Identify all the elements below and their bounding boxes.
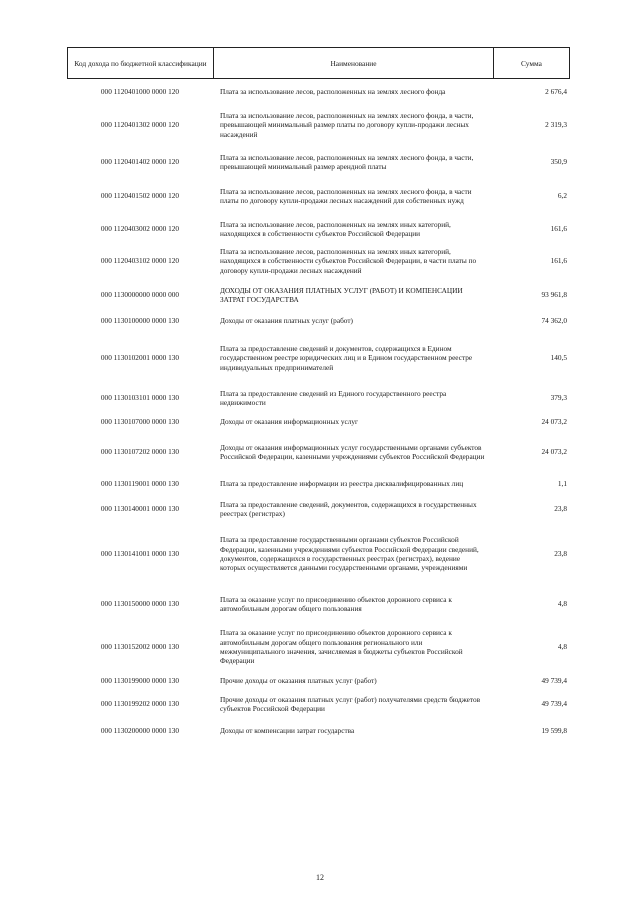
row-sum: 19 599,8 xyxy=(541,726,567,736)
table-row xyxy=(67,690,569,718)
row-code: 000 1130100000 0000 130 xyxy=(100,316,180,326)
row-sum: 23,8 xyxy=(554,549,567,559)
row-sum: 24 073,2 xyxy=(541,417,567,427)
table-row xyxy=(67,622,569,672)
table-row xyxy=(67,82,569,102)
table-row xyxy=(67,242,569,280)
row-sum: 1,1 xyxy=(557,479,567,489)
row-name: Плата за использование лесов, расположенных на землях иных категорий, находящихся в собственности субъектов Российской Федерации, в части платы по договору купли-продажи лесных насаждений xyxy=(220,246,477,275)
row-code: 000 1120401502 0000 120 xyxy=(100,191,180,201)
header-code: Код дохода по бюджетной классификации xyxy=(68,48,214,79)
table-row xyxy=(67,672,569,690)
row-name: Плата за использование лесов, расположенных на землях иных категорий, находящихся в собственности субъектов Российской Федерации xyxy=(220,219,451,238)
table-row xyxy=(67,586,569,622)
row-sum: 6,2 xyxy=(557,191,567,201)
row-code: 000 1130150000 0000 130 xyxy=(100,599,180,609)
row-code: 000 1130199202 0000 130 xyxy=(100,699,180,709)
table-row xyxy=(67,176,569,216)
row-name: ДОХОДЫ ОТ ОКАЗАНИЯ ПЛАТНЫХ УСЛУГ (РАБОТ) И КОМПЕНСАЦИИ ЗАТРАТ ГОСУДАРСТВА xyxy=(220,285,463,304)
row-code: 000 1130107202 0000 130 xyxy=(100,447,180,457)
row-code: 000 1130199000 0000 130 xyxy=(100,676,180,686)
row-name: Плата за оказание услуг по присоединению объектов дорожного сервиса к автомобильным дорогам общего пользования xyxy=(220,594,452,613)
row-sum: 140,5 xyxy=(550,353,567,363)
row-sum: 74 362,0 xyxy=(541,316,567,326)
row-name: Плата за оказание услуг по присоединению объектов дорожного сервиса к автомобильным дорогам общего пользования регионального или межмуниципального значения, зачисляемая в бюджеты субъектов Российской Федерации xyxy=(220,628,463,666)
row-code: 000 1130107000 0000 130 xyxy=(100,417,180,427)
row-code: 000 1130200000 0000 130 xyxy=(100,726,180,736)
revenue-table xyxy=(67,82,569,744)
row-name: Доходы от оказания платных услуг (работ) xyxy=(220,316,353,326)
row-code: 000 1120403102 0000 120 xyxy=(100,256,180,266)
table-row xyxy=(67,280,569,310)
row-sum: 161,6 xyxy=(550,224,567,234)
row-sum: 23,8 xyxy=(554,504,567,514)
table-row xyxy=(67,216,569,242)
table-row xyxy=(67,102,569,148)
row-code: 000 1130141001 0000 130 xyxy=(100,549,180,559)
row-sum: 350,9 xyxy=(550,157,567,167)
header-name: Наименование xyxy=(214,48,494,79)
table-row xyxy=(67,718,569,744)
row-sum: 2 319,3 xyxy=(545,120,567,130)
row-name: Плата за использование лесов, расположенных на землях лесного фонда, в части платы по договору купли-продажи лесных насаждений для собственных нужд xyxy=(220,186,472,205)
row-name: Прочие доходы от оказания платных услуг (работ) получателями средств бюджетов субъектов Российской Федерации xyxy=(220,694,481,713)
row-code: 000 1130140001 0000 130 xyxy=(100,504,180,514)
row-name: Плата за использование лесов, расположенных на землях лесного фонда, в части, превышающей минимальный размер арендной платы xyxy=(220,152,474,171)
table-row xyxy=(67,332,569,384)
row-sum: 2 676,4 xyxy=(545,87,567,97)
row-sum: 379,3 xyxy=(550,393,567,403)
row-name: Плата за предоставление сведений из Единого государственного реестра недвижимости xyxy=(220,388,447,407)
row-sum: 49 739,4 xyxy=(541,699,567,709)
row-code: 000 1120401302 0000 120 xyxy=(100,120,180,130)
table-row xyxy=(67,432,569,472)
row-code: 000 1130103101 0000 130 xyxy=(100,393,180,403)
table-header xyxy=(67,47,570,79)
row-sum: 4,8 xyxy=(557,599,567,609)
row-code: 000 1130119001 0000 130 xyxy=(101,479,179,489)
table-row xyxy=(67,384,569,412)
row-sum: 4,8 xyxy=(557,642,567,652)
table-row xyxy=(67,310,569,332)
row-name: Доходы от компенсации затрат государства xyxy=(220,726,355,736)
page-number: 12 xyxy=(316,873,324,882)
row-name: Плата за предоставление государственными органами субъектов Российской Федерации, казенными учреждениями субъектов Российской Федерации сведений, документов, содержащихся в государственных реестрах (регистрах), ведение которых осуществляется данными государственными органами, учреждениями xyxy=(220,535,479,573)
row-name: Доходы от оказания информационных услуг государственными органами субъектов Российской Федерации, казенными учреждениями субъектов Российской Федерации xyxy=(220,442,485,461)
table-row xyxy=(67,472,569,496)
row-code: 000 1130152002 0000 130 xyxy=(100,642,180,652)
row-name: Плата за использование лесов, расположенных на землях лесного фонда, в части, превышающей минимальный размер платы по договору купли-продажи лесных насаждений xyxy=(220,110,474,139)
row-code: 000 1120401000 0000 120 xyxy=(100,87,180,97)
row-name: Доходы от оказания информационных услуг xyxy=(220,417,359,427)
row-code: 000 1130000000 0000 000 xyxy=(100,290,180,300)
header-sum: Сумма xyxy=(494,48,570,79)
row-name: Плата за использование лесов, расположенных на землях лесного фонда xyxy=(220,87,446,97)
row-sum: 49 739,4 xyxy=(541,676,567,686)
row-sum: 161,6 xyxy=(550,256,567,266)
table-row xyxy=(67,412,569,432)
row-name: Плата за предоставление информации из реестра дисквалифицированных лиц xyxy=(220,479,464,489)
table-row xyxy=(67,496,569,522)
row-code: 000 1120403002 0000 120 xyxy=(100,224,180,234)
table-row xyxy=(67,148,569,176)
row-code: 000 1120401402 0000 120 xyxy=(100,157,180,167)
table-row xyxy=(67,522,569,586)
row-code: 000 1130102001 0000 130 xyxy=(100,353,180,363)
row-name: Плата за предоставление сведений и документов, содержащихся в Едином государственном реестре юридических лиц и в Едином государственном реестре индивидуальных предпринимателей xyxy=(220,343,473,372)
row-sum: 93 961,8 xyxy=(541,290,567,300)
row-sum: 24 073,2 xyxy=(541,447,567,457)
row-name: Плата за предоставление сведений, документов, содержащихся в государственных реестрах (регистрах) xyxy=(220,499,477,518)
row-name: Прочие доходы от оказания платных услуг (работ) xyxy=(220,676,377,686)
